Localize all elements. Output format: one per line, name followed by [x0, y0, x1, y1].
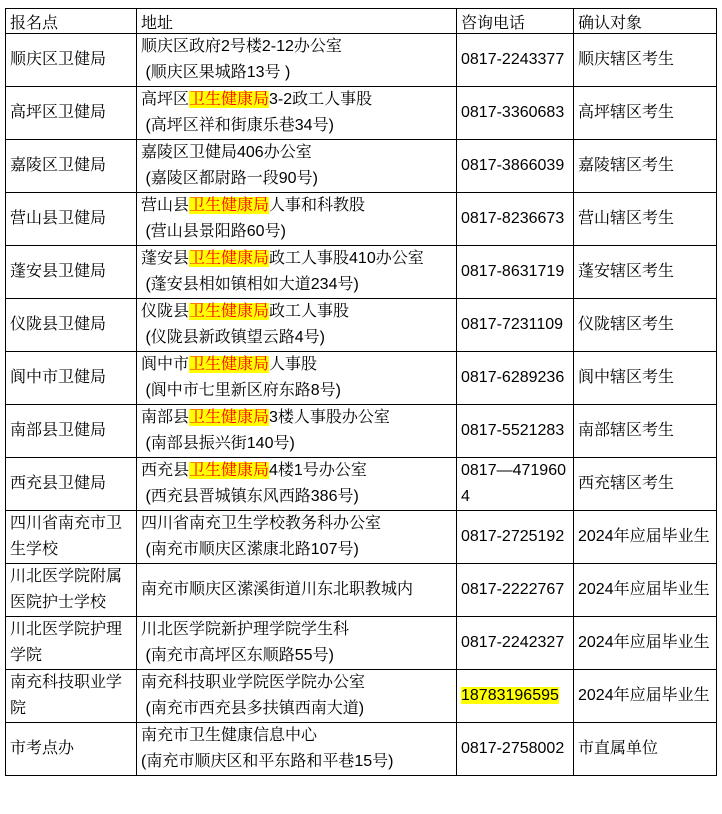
site-cell	[6, 193, 137, 246]
site-text: 川北医学院附属	[10, 568, 123, 585]
phone-line	[461, 418, 572, 444]
target-cell	[574, 670, 717, 723]
address-cell	[137, 246, 457, 299]
address-text: 川北医学院新护理学院学生科	[141, 621, 350, 638]
page	[0, 8, 722, 814]
phone-text: 0817-2222767	[461, 581, 565, 598]
address-text: (南部县振兴街140号)	[141, 435, 295, 452]
site-text: 顺庆区卫健局	[10, 51, 107, 68]
address-text: 蓬安县	[141, 250, 190, 267]
column-header-address: 地址	[137, 9, 457, 34]
address-cell	[137, 193, 457, 246]
address-line	[141, 246, 454, 272]
phone-text: 4	[461, 488, 470, 505]
address-text: (顺庆区果城路13号 )	[141, 64, 291, 81]
target-text: 顺庆辖区考生	[578, 51, 675, 68]
address-text: 西充县	[141, 462, 190, 479]
address-text: 嘉陵区卫健局406办公室	[141, 144, 312, 161]
phone-cell	[457, 723, 574, 776]
phone-text: 0817-6289236	[461, 369, 565, 386]
address-text: 3楼人事股办公室	[269, 409, 390, 426]
address-text: 人事和科教股	[269, 197, 366, 214]
target-cell	[574, 511, 717, 564]
address-line	[141, 405, 454, 431]
phone-line	[461, 630, 572, 656]
phone-text: 0817-2243377	[461, 51, 565, 68]
target-text: 蓬安辖区考生	[578, 263, 675, 280]
site-text: 仪陇县卫健局	[10, 316, 107, 333]
target-text: 南部辖区考生	[578, 422, 675, 439]
address-line	[141, 193, 454, 219]
site-cell	[6, 723, 137, 776]
address-text: 营山县	[141, 197, 190, 214]
phone-line	[461, 736, 572, 762]
address-line	[141, 723, 454, 749]
highlighted-text: 卫生健康局	[189, 409, 270, 426]
phone-line	[461, 100, 572, 126]
address-line	[141, 617, 454, 643]
table-row	[6, 564, 717, 617]
phone-cell	[457, 193, 574, 246]
address-line	[141, 511, 454, 537]
target-cell	[574, 723, 717, 776]
phone-text: 0817-8631719	[461, 263, 565, 280]
highlighted-text: 卫生健康局	[189, 303, 270, 320]
table-body	[6, 34, 717, 776]
site-cell	[6, 564, 137, 617]
address-cell	[137, 405, 457, 458]
address-cell	[137, 352, 457, 405]
address-line	[141, 537, 454, 563]
site-text: 生学校	[10, 541, 59, 558]
site-cell	[6, 140, 137, 193]
highlighted-text: 卫生健康局	[189, 250, 270, 267]
address-line	[141, 352, 454, 378]
site-cell	[6, 34, 137, 87]
table-row	[6, 87, 717, 140]
site-text: 院	[10, 700, 27, 717]
address-text: 4楼1号办公室	[269, 462, 367, 479]
phone-line	[461, 484, 572, 510]
highlighted-text: 卫生健康局	[189, 197, 270, 214]
address-text: 南充市顺庆区潆溪街道川东北职教城内	[141, 581, 414, 598]
table-row	[6, 140, 717, 193]
address-text: (高坪区祥和街康乐巷34号)	[141, 117, 334, 134]
address-text: (南充市高坪区东顺路55号)	[141, 647, 334, 664]
address-line	[141, 484, 454, 510]
address-line	[141, 749, 454, 775]
phone-line	[461, 524, 572, 550]
column-header-phone: 咨询电话	[457, 9, 574, 34]
address-text: (阆中市七里新区府东路8号)	[141, 382, 342, 399]
address-cell	[137, 670, 457, 723]
site-text: 西充县卫健局	[10, 475, 107, 492]
address-text: (南充市西充县多扶镇西南大道)	[141, 700, 365, 717]
address-line	[141, 60, 454, 86]
address-text: 高坪区	[141, 91, 190, 108]
phone-text: 0817-7231109	[461, 316, 564, 333]
address-line	[141, 34, 454, 60]
address-line	[141, 696, 454, 722]
phone-line	[461, 365, 572, 391]
address-cell	[137, 34, 457, 87]
target-text: 2024年应届毕业生	[578, 528, 710, 545]
site-text: 市考点办	[10, 740, 75, 757]
table-row	[6, 405, 717, 458]
address-text: (南充市顺庆区潆康北路107号)	[141, 541, 359, 558]
highlighted-text: 卫生健康局	[189, 462, 270, 479]
target-cell	[574, 87, 717, 140]
site-text: 阆中市卫健局	[10, 369, 107, 386]
address-text: (蓬安县相如镇相如大道234号)	[141, 276, 359, 293]
target-cell	[574, 617, 717, 670]
site-text: 南充科技职业学	[10, 674, 123, 691]
address-cell	[137, 564, 457, 617]
address-line	[141, 299, 454, 325]
address-line	[141, 140, 454, 166]
phone-text: 0817—471960	[461, 462, 566, 479]
address-text: 南充科技职业学院医学院办公室	[141, 674, 366, 691]
target-text: 西充辖区考生	[578, 475, 675, 492]
address-text: 阆中市	[141, 356, 190, 373]
phone-line	[461, 458, 572, 484]
phone-cell	[457, 405, 574, 458]
address-cell	[137, 87, 457, 140]
address-cell	[137, 299, 457, 352]
phone-text: 0817-2242327	[461, 634, 565, 651]
target-cell	[574, 140, 717, 193]
site-text: 营山县卫健局	[10, 210, 107, 227]
target-text: 2024年应届毕业生	[578, 634, 710, 651]
highlighted-text: 卫生健康局	[189, 356, 270, 373]
address-line	[141, 166, 454, 192]
address-text: 政工人事股	[269, 303, 350, 320]
site-text: 南部县卫健局	[10, 422, 107, 439]
address-text: (西充县晋城镇东风西路386号)	[141, 488, 359, 505]
phone-line	[461, 683, 572, 709]
target-text: 嘉陵辖区考生	[578, 157, 675, 174]
phone-cell	[457, 140, 574, 193]
address-cell	[137, 140, 457, 193]
phone-text: 0817-3360683	[461, 104, 565, 121]
address-line	[141, 670, 454, 696]
site-text: 嘉陵区卫健局	[10, 157, 107, 174]
address-text: 南充市卫生健康信息中心	[141, 727, 318, 744]
address-text: (仪陇县新政镇望云路4号)	[141, 329, 326, 346]
phone-line	[461, 206, 572, 232]
target-cell	[574, 34, 717, 87]
address-text: 仪陇县	[141, 303, 190, 320]
site-cell	[6, 511, 137, 564]
phone-cell	[457, 617, 574, 670]
site-text: 蓬安县卫健局	[10, 263, 107, 280]
site-cell	[6, 458, 137, 511]
phone-text: 0817-3866039	[461, 157, 565, 174]
address-text: (嘉陵区都尉路一段90号)	[141, 170, 318, 187]
phone-cell	[457, 458, 574, 511]
address-text: 顺庆区政府2号楼2-12办公室	[141, 38, 342, 55]
address-line	[141, 431, 454, 457]
address-line	[141, 458, 454, 484]
address-cell	[137, 617, 457, 670]
address-line	[141, 87, 454, 113]
phone-cell	[457, 246, 574, 299]
target-text: 高坪辖区考生	[578, 104, 675, 121]
phone-text: 0817-8236673	[461, 210, 565, 227]
target-cell	[574, 193, 717, 246]
target-cell	[574, 564, 717, 617]
table-row	[6, 193, 717, 246]
table-row	[6, 352, 717, 405]
address-text: (南充市顺庆区和平东路和平巷15号)	[141, 753, 394, 770]
address-cell	[137, 511, 457, 564]
phone-line	[461, 47, 572, 73]
address-text: 四川省南充卫生学校教务科办公室	[141, 515, 382, 532]
column-header-site: 报名点	[6, 9, 137, 34]
address-line	[141, 378, 454, 404]
table-row	[6, 511, 717, 564]
phone-cell	[457, 511, 574, 564]
address-line	[141, 113, 454, 139]
phone-text: 0817-2758002	[461, 740, 565, 757]
column-header-target: 确认对象	[574, 9, 717, 34]
phone-line	[461, 577, 572, 603]
address-line	[141, 643, 454, 669]
target-text: 仪陇辖区考生	[578, 316, 675, 333]
site-cell	[6, 405, 137, 458]
table-row	[6, 34, 717, 87]
phone-cell	[457, 87, 574, 140]
address-text: (营山县景阳路60号)	[141, 223, 286, 240]
phone-cell	[457, 352, 574, 405]
target-cell	[574, 246, 717, 299]
address-text: 南部县	[141, 409, 190, 426]
target-text: 2024年应届毕业生	[578, 581, 710, 598]
table-row	[6, 617, 717, 670]
site-text: 高坪区卫健局	[10, 104, 107, 121]
table-row	[6, 723, 717, 776]
site-text: 学院	[10, 647, 43, 664]
registration-points-table	[5, 8, 717, 776]
address-text: 人事股	[269, 356, 318, 373]
target-text: 阆中辖区考生	[578, 369, 675, 386]
header-row	[6, 9, 717, 34]
site-cell	[6, 617, 137, 670]
address-cell	[137, 458, 457, 511]
phone-line	[461, 153, 572, 179]
site-text: 四川省南充市卫	[10, 515, 123, 532]
phone-cell	[457, 670, 574, 723]
target-cell	[574, 405, 717, 458]
target-text: 市直属单位	[578, 740, 659, 757]
address-text: 政工人事股410办公室	[269, 250, 424, 267]
table-row	[6, 458, 717, 511]
highlighted-text: 卫生健康局	[189, 91, 270, 108]
phone-cell	[457, 34, 574, 87]
address-line	[141, 272, 454, 298]
site-cell	[6, 246, 137, 299]
table-row	[6, 670, 717, 723]
phone-cell	[457, 564, 574, 617]
phone-text: 0817-5521283	[461, 422, 565, 439]
table-row	[6, 246, 717, 299]
site-cell	[6, 670, 137, 723]
address-line	[141, 325, 454, 351]
highlighted-phone: 18783196595	[461, 687, 559, 704]
site-cell	[6, 352, 137, 405]
address-text: 3-2政工人事股	[269, 91, 373, 108]
address-line	[141, 577, 454, 603]
phone-line	[461, 259, 572, 285]
target-cell	[574, 299, 717, 352]
target-cell	[574, 352, 717, 405]
target-cell	[574, 458, 717, 511]
target-text: 2024年应届毕业生	[578, 687, 710, 704]
site-text: 川北医学院护理	[10, 621, 123, 638]
phone-text: 0817-2725192	[461, 528, 565, 545]
phone-cell	[457, 299, 574, 352]
site-cell	[6, 87, 137, 140]
target-text: 营山辖区考生	[578, 210, 675, 227]
site-cell	[6, 299, 137, 352]
phone-line	[461, 312, 572, 338]
table-row	[6, 299, 717, 352]
address-line	[141, 219, 454, 245]
address-cell	[137, 723, 457, 776]
table-header	[6, 9, 717, 34]
site-text: 医院护士学校	[10, 594, 107, 611]
